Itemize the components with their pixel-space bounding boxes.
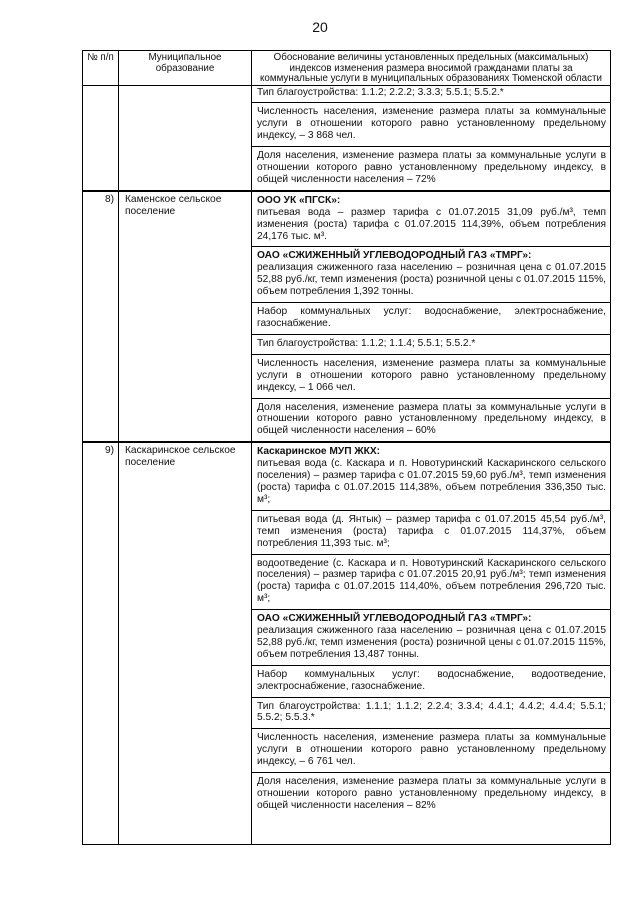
provider-block (252, 443, 610, 511)
header-number: № п/п (83, 51, 119, 86)
type-block: Тип благоустройства: 1.1.2; 1.1.4; 5.5.1; 5.5.2.* (252, 335, 610, 355)
population-block: Численность населения, изменение размера платы за коммунальные услуги в отношении которого равно установленному предельному индексу, – 1 066 чел. (252, 355, 610, 399)
cell-municipality-empty (119, 85, 252, 191)
tariff-block: питьевая вода (д. Янтык) – размер тарифа с 01.07.2015 45,54 руб./м³, темп изменения (роста) тарифа с 01.07.2015 114,37%, объем потребления 11,393 тыс. м³; (252, 511, 610, 555)
provider-details: реализация сжиженного газа населению – розничная цена с 01.07.2015 52,88 руб./кг, темп изменения (роста) розничной цены с 01.07.2015 115%, объем потребления 13,487 тонны. (257, 625, 606, 660)
share-block: Доля населения, изменение размера платы за коммунальные услуги в отношении которого равно установленному предельному индексу, в общей численности населения – 60% (257, 401, 606, 437)
provider-name: ОАО «СЖИЖЕННЫЙ УГЛЕВОДОРОДНЫЙ ГАЗ «ТМРГ»: (257, 250, 532, 262)
share-block: Доля населения, изменение размера платы за коммунальные услуги в отношении которого равно установленному предельному индексу, в общей численности населения – 72% (257, 150, 606, 185)
provider-block (252, 247, 610, 303)
population-block: Численность населения, изменение размера платы за коммунальные услуги в отношении которого равно установленному предельному индексу, – 6 761 чел. (252, 729, 610, 773)
municipality-name: Каменское сельское поселение (119, 191, 252, 442)
row-number: 9) (83, 442, 119, 844)
provider-name: ООО УК «ПГСК»: (257, 194, 341, 206)
table-row-9 (83, 442, 611, 844)
type-block: Тип благоустройства: 1.1.2; 2.2.2; 3.3.3; 5.5.1; 5.5.2.* (252, 86, 610, 104)
share-block: Доля населения, изменение размера платы за коммунальные услуги в отношении которого равно установленному предельному индексу, в общей численности населения – 82% (257, 776, 606, 811)
header-municipality: Муниципальное образование (119, 51, 252, 86)
table-row-continued (83, 85, 611, 191)
municipality-name: Каскаринское сельское поселение (119, 442, 252, 844)
cell-number-empty (83, 85, 119, 191)
provider-block (252, 610, 610, 666)
type-block: Тип благоустройства: 1.1.1; 1.1.2; 2.2.4; 3.3.4; 4.4.1; 4.4.2; 4.4.4; 5.5.1; 5.5.2; 5.5.3.* (252, 698, 610, 730)
population-block: Численность населения, изменение размера платы за коммунальные услуги в отношении которого равно установленному предельному индексу, – 3 868 чел. (252, 103, 610, 147)
cell-basis (252, 85, 611, 191)
cell-basis (252, 191, 611, 442)
page-number: 20 (312, 19, 328, 35)
header-basis: Обоснование величины установленных предельных (максимальных) индексов изменения размера вносимой гражданами платы за коммунальные услуги в муниципальных образованиях Тюменской области (252, 51, 611, 86)
services-block: Набор коммунальных услуг: водоснабжение, водоотведение, электроснабжение, газоснабжение. (252, 666, 610, 698)
provider-block (252, 192, 610, 248)
provider-name: ОАО «СЖИЖЕННЫЙ УГЛЕВОДОРОДНЫЙ ГАЗ «ТМРГ»: (257, 613, 532, 625)
row-number: 8) (83, 191, 119, 442)
table-row-8 (83, 191, 611, 442)
provider-name: Каскаринское МУП ЖКХ: (257, 446, 381, 458)
indices-table (82, 50, 611, 845)
cell-basis (252, 442, 611, 844)
provider-details: питьевая вода (с. Каскара и п. Новотуринский Каскаринского сельского поселения) – размер тарифа с 01.07.2015 59,60 руб./м³, темп изменения (роста) тарифа с 01.07.2015 114,38%, объем потребления 336,350 тыс. м³; (257, 458, 606, 505)
services-block: Набор коммунальных услуг: водоснабжение, электроснабжение, газоснабжение. (252, 303, 610, 335)
tariff-block: водоотведение (с. Каскара и п. Новотуринский Каскаринского сельского поселения) – размер тарифа с 01.07.2015 20,91 руб./м³; темп изменения (роста) тарифа с 01.07.2015 114,40%, объем потребления 296,720 тыс. м³; (252, 555, 610, 611)
provider-details: питьевая вода – размер тарифа с 01.07.2015 31,09 руб./м³, темп изменения (роста) тарифа с 01.07.2015 114,39%, объем потребления 24,176 тыс. м³. (257, 206, 606, 242)
provider-details: реализация сжиженного газа населению – розничная цена с 01.07.2015 52,88 руб./кг, темп изменения (роста) розничной цены с 01.07.2015 115%, объем потребления 1,392 тонны. (257, 262, 606, 298)
table-header-row (83, 51, 611, 86)
